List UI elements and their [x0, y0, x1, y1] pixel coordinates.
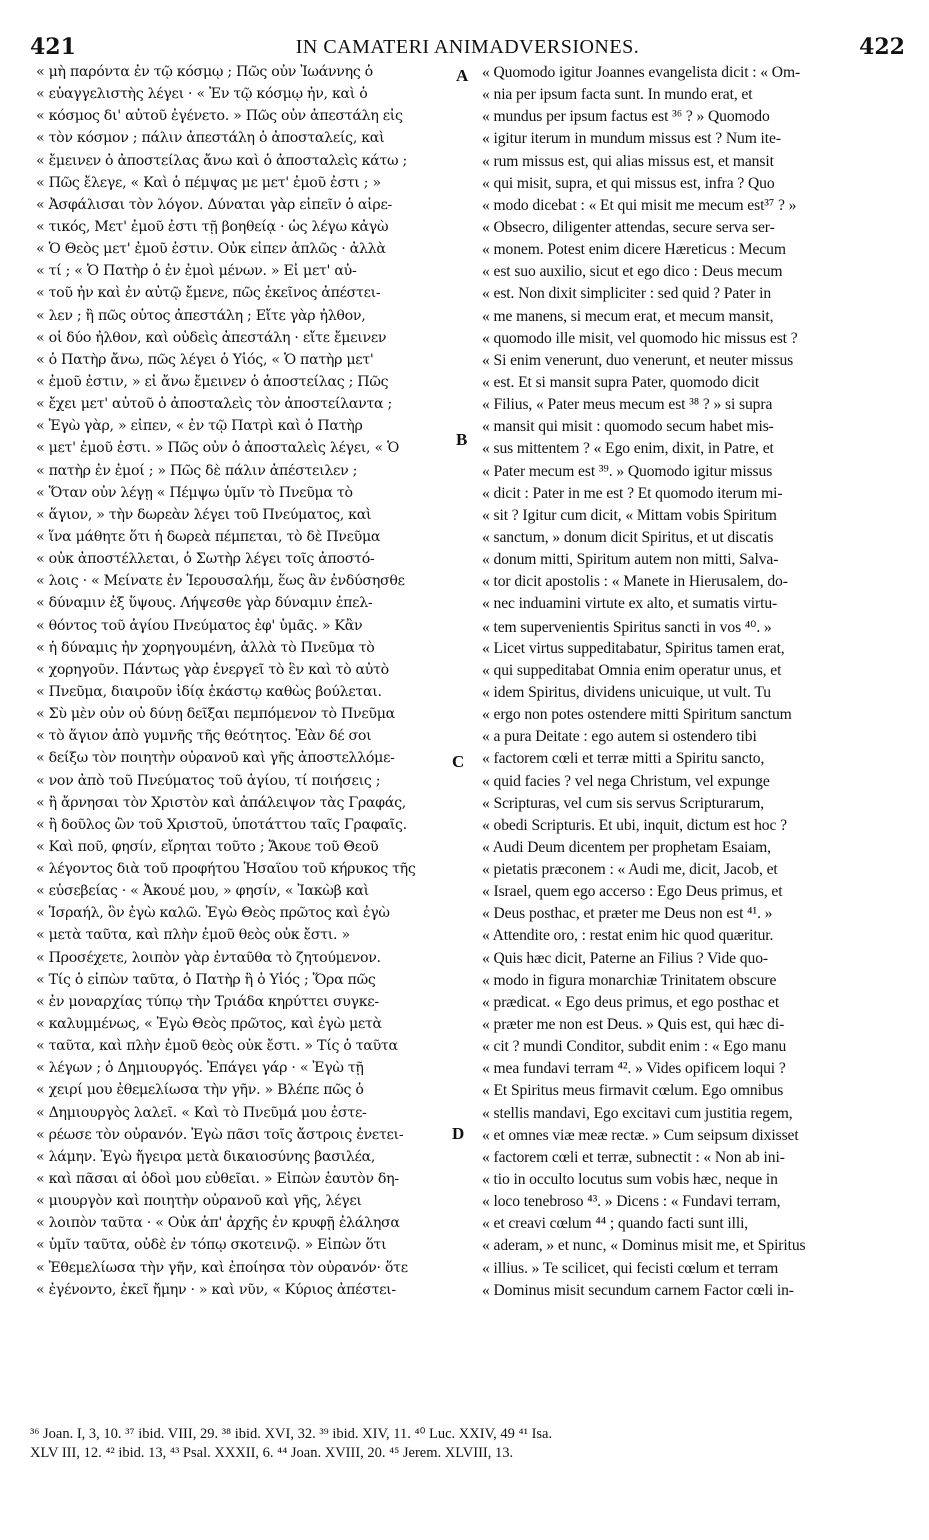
greek-text-line: « ἐμοῦ ἐστιν, » εἰ ἄνω ἔμεινεν ὁ ἀποστείλας ; Πῶς	[36, 373, 389, 390]
latin-text-line: « præter me non est Deus. » Quis est, qui hæc di-	[482, 1016, 785, 1034]
greek-text-line: « μὴ παρόντα ἐν τῷ κόσμῳ ; Πῶς οὖν Ἰωάννης ὁ	[36, 64, 373, 80]
greek-text-line: « Προσέχετε, λοιπὸν γὰρ ἐνταῦθα τὸ ζητούμενον.	[36, 949, 381, 966]
latin-text-line: « Pater mecum est ³⁹. » Quomodo igitur missus	[482, 462, 773, 480]
greek-text-line: « ἐν μοναρχίας τύπῳ τὴν Τριάδα κηρύττει συγκε-	[36, 993, 379, 1010]
greek-text-line: « τοῦ ἦν καὶ ἐν αὐτῷ ἔμενε, πῶς ἐκεῖνος ἀπέστει-	[36, 285, 381, 302]
greek-text-line: « εὐσεβείας · « Ἀκουέ μου, » φησίν, « Ἰακὼβ καὶ	[36, 883, 369, 900]
latin-text-line: « sit ? Igitur cum dicit, « Mittam vobis Spiritum	[482, 506, 777, 524]
margin-letter-a: A	[456, 66, 469, 85]
latin-text-line: « tio in occulto locutus sum vobis hæc, neque in	[482, 1171, 778, 1189]
latin-text-line: « Dominus misit secundum carnem Factor cœli in-	[482, 1281, 794, 1299]
latin-text-line: « Scripturas, vel cum sis servus Scripturarum,	[482, 794, 765, 812]
latin-text-line: « quid facies ? vel nega Christum, vel expunge	[482, 772, 770, 790]
greek-text-line: « μετὰ ταῦτα, καὶ πλὴν ἐμοῦ θεὸς οὐκ ἔστι. »	[36, 927, 350, 944]
latin-text-line: « tem supervenientis Spiritus sancti in vos ⁴⁰. »	[482, 618, 772, 636]
greek-text-line: « Ἐγὼ γὰρ, » εἶπεν, « ἐν τῷ Πατρὶ καὶ ὁ Πατὴρ	[36, 418, 363, 435]
greek-text-line: « καλυμμένως, « Ἐγὼ Θεὸς πρῶτος, καὶ ἐγὼ μετὰ	[36, 1016, 382, 1033]
latin-text-line: « mansit qui misit : quomodo secum habet mis-	[482, 418, 774, 436]
latin-text-line: « modo in figura monarchiæ Trinitatem obscure	[482, 971, 777, 989]
greek-text-line: « τικός, Μετ' ἐμοῦ ἐστι τῇ βοηθείᾳ · ὡς λέγω κἀγὼ	[36, 218, 389, 235]
latin-text-line: « Obsecro, diligenter attendas, secure serva ser-	[482, 218, 775, 236]
latin-text-line: « monem. Potest enim dicere Hæreticus : Mecum	[482, 241, 786, 259]
greek-text-line: « δείξω τὸν ποιητὴν οὐρανοῦ καὶ γῆς ἀποστελλόμε-	[36, 750, 395, 767]
latin-text-line: « me manens, si mecum erat, et mecum mansit,	[482, 307, 774, 325]
greek-text-line: « Ἰσραήλ, ὃν ἐγὼ καλῶ. Ἐγὼ Θεὸς πρῶτος καὶ ἐγὼ	[36, 905, 390, 922]
greek-text-line: « κόσμος δι' αὐτοῦ ἐγένετο. » Πῶς οὖν ἀπεστάλη εἰς	[36, 108, 403, 125]
latin-text-line: « pietatis præconem : « Audi me, dicit, Jacob, et	[482, 861, 778, 879]
latin-text-line: « sanctum, » donum dicit Spiritus, et ut discatis	[482, 528, 774, 546]
running-title: IN CAMATERI ANIMADVERSIONES.	[295, 36, 640, 58]
greek-text-line: « οὐκ ἀποστέλλεται, ὁ Σωτὴρ λέγει τοῖς ἀποστό-	[36, 551, 375, 568]
footnote-line: XLV III, 12. ⁴² ibid. 13, ⁴³ Psal. XXXII, 6. ⁴⁴ Joan. XVIII, 20. ⁴⁵ Jerem. XLVIII, 13.	[30, 1445, 514, 1461]
latin-text-line: « aderam, » et nunc, « Dominus misit me, et Spiritus	[482, 1237, 806, 1255]
greek-text-line: « Πῶς ἔλεγε, « Καὶ ὁ πέμψας με μετ' ἐμοῦ ἐστι ; »	[36, 174, 381, 191]
greek-text-line: « τὸν κόσμον ; πάλιν ἀπεστάλη ὁ ἀποσταλείς, καὶ	[36, 130, 385, 147]
latin-text-line: « qui suppeditabat Omnia enim operatur unus, et	[482, 661, 782, 679]
latin-text-line: « et omnes viæ meæ rectæ. » Cum seipsum dixisset	[482, 1126, 799, 1144]
greek-text-line: « λάμην. Ἐγὼ ἤγειρα μετὰ δικαιοσύνης βασιλέα,	[36, 1148, 376, 1165]
latin-text-line: « Audi Deum dicentem per prophetam Esaiam,	[482, 838, 771, 856]
latin-text-line: « Deus posthac, et præter me Deus non est ⁴¹. »	[482, 905, 773, 923]
latin-text-line: « obedi Scripturis. Et ubi, inquit, dictum est hoc ?	[482, 816, 787, 834]
greek-text-line: « χορηγοῦν. Πάντως γὰρ ἐνεργεῖ τὸ ἓν καὶ τὸ αὐτὸ	[36, 661, 389, 678]
latin-text-line: « Filius, « Pater meus mecum est ³⁸ ? » si supra	[482, 396, 773, 414]
greek-text-line: « ἔχει μετ' αὐτοῦ ὁ ἀποσταλεὶς τὸν ἀποστείλαντα ;	[36, 396, 392, 413]
greek-text-line: « Σὺ μὲν οὖν οὐ δύνῃ δεῖξαι πεμπόμενον τὸ Πνεῦμα	[36, 706, 395, 723]
latin-text-line: « Et Spiritus meus firmavit cœlum. Ego omnibus	[482, 1082, 784, 1100]
latin-text-line: « tor dicit apostolis : « Manete in Hierusalem, do-	[482, 573, 788, 591]
latin-text-line: « Quomodo igitur Joannes evangelista dicit : « Om-	[482, 64, 801, 81]
latin-text-line: « idem Spiritus, dividens unicuique, ut vult. Tu	[482, 683, 771, 701]
latin-text-line: « mundus per ipsum factus est ³⁶ ? » Quomodo	[482, 108, 770, 126]
greek-text-line: « οἱ δύο ἦλθον, καὶ οὐδεὶς ἀπεστάλη · εἴτε ἔμεινεν	[36, 329, 387, 346]
greek-text-line: « ἔμεινεν ὁ ἀποστείλας ἄνω καὶ ὁ ἀποσταλεὶς κάτω ;	[36, 152, 407, 169]
greek-text-line: « Τίς ὁ εἰπὼν ταῦτα, ὁ Πατὴρ ἢ ὁ Υἱός ; Ὅρα πῶς	[36, 971, 376, 988]
latin-text-line: « dicit : Pater in me est ? Et quomodo iterum mi-	[482, 484, 783, 502]
latin-text-line: « prædicat. « Ego deus primus, et ego posthac et	[482, 993, 780, 1011]
greek-text-line: « λεν ; ἢ πῶς οὗτος ἀπεστάλη ; Εἴτε γὰρ ἦλθον,	[36, 307, 366, 324]
greek-text-line: « Ἐθεμελίωσα τὴν γῆν, καὶ ἐποίησα τὸν οὐρανόν· ὅτε	[36, 1259, 408, 1276]
latin-text-line: « illius. » Te scilicet, qui fecisti cœlum et terram	[482, 1259, 779, 1277]
latin-text-line: « Licet virtus suppeditabatur, Spiritus tamen erat,	[482, 639, 785, 657]
greek-text-line: « ἢ δοῦλος ὢν τοῦ Χριστοῦ, ὑποτάττου ταῖς Γραφαῖς.	[36, 816, 407, 833]
greek-text-line: « εὐαγγελιστὴς λέγει · « Ἐν τῷ κόσμῳ ἦν, καὶ ὁ	[36, 86, 368, 103]
greek-text-line: « Ὁ Θεὸς μετ' ἐμοῦ ἐστιν. Οὐκ εἶπεν ἁπλῶς · ἀλλὰ	[36, 241, 386, 258]
latin-text-line: « igitur iterum in mundum missus est ? Num ite-	[482, 130, 781, 148]
latin-text-line: « stellis mandavi, Ego excitavi cum justitia regem,	[482, 1104, 793, 1122]
greek-text-column	[36, 64, 454, 1304]
page-number-right: 422	[859, 34, 905, 60]
greek-text-line: « ἡ δύναμις ἦν χορηγουμένη, ἀλλὰ τὸ Πνεῦμα τὸ	[36, 639, 375, 656]
greek-text-line: « λέγοντος διὰ τοῦ προφήτου Ἡσαΐου τοῦ κήρυκος τῆς	[36, 861, 416, 878]
greek-text-line: « χειρί μου ἐθεμελίωσα τὴν γῆν. » Βλέπε πῶς ὁ	[36, 1082, 364, 1099]
greek-text-line: « ἢ ἄρνησαι τὸν Χριστὸν καὶ ἀπάλειψον τὰς Γραφάς,	[36, 794, 406, 811]
latin-text-line: « factorem cœli et terræ, subnectit : « Non ab ini-	[482, 1148, 785, 1166]
latin-text-line: « factorem cœli et terræ mitti a Spiritu sancto,	[482, 750, 765, 768]
greek-text-line: « καὶ πᾶσαι αἱ ὁδοὶ μου εὐθεῖαι. » Εἰπὼν ἑαυτὸν δη-	[36, 1171, 399, 1188]
latin-text-line: « cit ? mundi Conditor, subdit enim : « Ego manu	[482, 1038, 787, 1056]
footnote-line: ³⁶ Joan. I, 3, 10. ³⁷ ibid. VIII, 29. ³⁸ ibid. XVI, 32. ³⁹ ibid. XIV, 11. ⁴⁰ Luc. XXIV, 49 ⁴¹ Isa.	[30, 1426, 553, 1442]
latin-text-line: « nec induamini virtute ex alto, et sumatis virtu-	[482, 595, 778, 613]
latin-text-line: « nia per ipsum facta sunt. In mundo erat, et	[482, 86, 753, 104]
greek-text-line: « λοιπὸν ταῦτα · « Οὐκ ἀπ' ἀρχῆς ἐν κρυφῇ ἐλάλησα	[36, 1215, 400, 1232]
greek-text-line: « ὑμῖν ταῦτα, οὐδὲ ἐν τόπῳ σκοτεινῷ. » Εἰπὼν ὅτι	[36, 1237, 387, 1254]
greek-text-line: « μιουργὸν καὶ ποιητὴν οὐρανοῦ καὶ γῆς, λέγει	[36, 1193, 362, 1210]
margin-letter-d: D	[452, 1124, 465, 1143]
greek-text-line: « Καὶ ποῦ, φησίν, εἴρηται τοῦτο ; Ἄκουε τοῦ Θεοῦ	[36, 838, 379, 855]
latin-text-line: « qui misit, supra, et qui missus est, infra ? Quo	[482, 174, 775, 192]
greek-text-line: « ὁ Πατὴρ ἄνω, πῶς λέγει ὁ Υἱός, « Ὁ πατὴρ μετ'	[36, 351, 374, 368]
greek-text-line: « τὸ ἅγιον ἀπὸ γυμνῆς τῆς θεότητος. Ἐὰν δέ σοι	[36, 728, 372, 745]
greek-text-line: « λοις · « Μείνατε ἐν Ἱερουσαλήμ, ἕως ἂν ἐνδύσησθε	[36, 573, 405, 590]
latin-text-line: « est suo auxilio, sicut et ego dico : Deus mecum	[482, 263, 783, 281]
greek-text-line: « ρέωσε τὸν οὐρανόν. Ἐγὼ πᾶσι τοῖς ἄστροις ἐνετει-	[36, 1126, 404, 1143]
latin-text-line: « est. Et si mansit supra Pater, quomodo dicit	[482, 373, 760, 391]
latin-text-line: « ergo non potes ostendere mitti Spiritum sanctum	[482, 706, 792, 724]
latin-text-line: « donum mitti, Spiritum autem non mitti, Salva-	[482, 551, 779, 569]
latin-text-line: « loco tenebroso ⁴³. » Dicens : « Fundavi terram,	[482, 1193, 781, 1211]
greek-text-line: « Ὅταν οὖν λέγῃ « Πέμψω ὑμῖν τὸ Πνεῦμα τὸ	[36, 484, 353, 501]
greek-text-line: « ἅγιον, » τὴν δωρεὰν λέγει τοῦ Πνεύματος, καὶ	[36, 506, 372, 523]
greek-text-line: « πατὴρ ἐν ἐμοί ; » Πῶς δὲ πάλιν ἀπέστειλεν ;	[36, 462, 358, 479]
footnotes	[30, 1426, 905, 1464]
greek-text-line: « ταῦτα, καὶ πλὴν ἐμοῦ θεὸς οὐκ ἔστι. » Τίς ὁ ταῦτα	[36, 1038, 398, 1055]
latin-text-line: « Si enim venerunt, duo venerunt, et neuter missus	[482, 351, 794, 369]
latin-text-line: « Quis hæc dicit, Paterne an Filius ? Vide quo-	[482, 949, 768, 967]
latin-text-line: « et creavi cœlum ⁴⁴ ; quando facti sunt illi,	[482, 1215, 749, 1233]
greek-text-line: « νον ἀπὸ τοῦ Πνεύματος τοῦ ἁγίου, τί ποιήσεις ;	[36, 772, 381, 789]
greek-text-line: « μετ' ἐμοῦ ἐστι. » Πῶς οὖν ὁ ἀποσταλεὶς λέγει, « Ὁ	[36, 440, 399, 457]
greek-text-line: « ἐγένοντο, ἐκεῖ ἤμην · » καὶ νῦν, « Κύριος ἀπέστει-	[36, 1281, 396, 1298]
greek-text-line: « Ἀσφάλισαι τὸν λόγον. Δύναται γὰρ εἰπεῖν ὁ αἱρε-	[36, 196, 393, 213]
greek-text-line: « λέγων ; ὁ Δημιουργός. Ἐπάγει γάρ · « Ἐγὼ τῇ	[36, 1060, 364, 1077]
margin-letter-c: C	[452, 752, 465, 771]
greek-text-line: « τί ; « Ὁ Πατὴρ ὁ ἐν ἐμοὶ μένων. » Εἰ μετ' αὐ-	[36, 263, 357, 280]
latin-text-line: « Attendite oro, : restat enim hic quod quæritur.	[482, 927, 774, 945]
latin-text-line: « Israel, quem ego accerso : Ego Deus primus, et	[482, 883, 783, 901]
latin-text-line: « a pura Deitate : ego autem si ostendero tibi	[482, 728, 757, 746]
latin-text-line: « quomodo ille misit, vel quomodo hic missus est ?	[482, 329, 798, 347]
greek-text-line: « ἵνα μάθητε ὅτι ἡ δωρεὰ πέμπεται, τὸ δὲ Πνεῦμα	[36, 528, 381, 545]
greek-text-line: « θόντος τοῦ ἁγίου Πνεύματος ἐφ' ὑμᾶς. » Κἂν	[36, 617, 363, 634]
greek-text-line: « δύναμιν ἐξ ὕψους. Λήψεσθε γὰρ δύναμιν ἐπελ-	[36, 595, 373, 612]
latin-text-line: « sus mittentem ? « Ego enim, dixit, in Patre, et	[482, 440, 774, 458]
greek-text-line: « Δημιουργὸς λαλεῖ. « Καὶ τὸ Πνεῦμά μου ἐστε-	[36, 1104, 367, 1121]
margin-letter-b: B	[456, 430, 468, 449]
greek-text-line: « Πνεῦμα, διαιροῦν ἰδίᾳ ἑκάστῳ καθὼς βούλεται.	[36, 683, 382, 700]
latin-text-line: « rum missus est, qui alias missus est, et mansit	[482, 152, 774, 170]
latin-text-line: « modo dicebat : « Et qui misit me mecum est³⁷ ? »	[482, 196, 797, 214]
latin-text-line: « est. Non dixit simpliciter : sed quid ? Pater in	[482, 285, 772, 303]
latin-text-line: « mea fundavi terram ⁴². » Vides opificem loqui ?	[482, 1060, 786, 1078]
latin-text-column	[482, 64, 892, 1304]
page-number-left: 421	[30, 34, 76, 60]
page-header	[30, 34, 905, 64]
